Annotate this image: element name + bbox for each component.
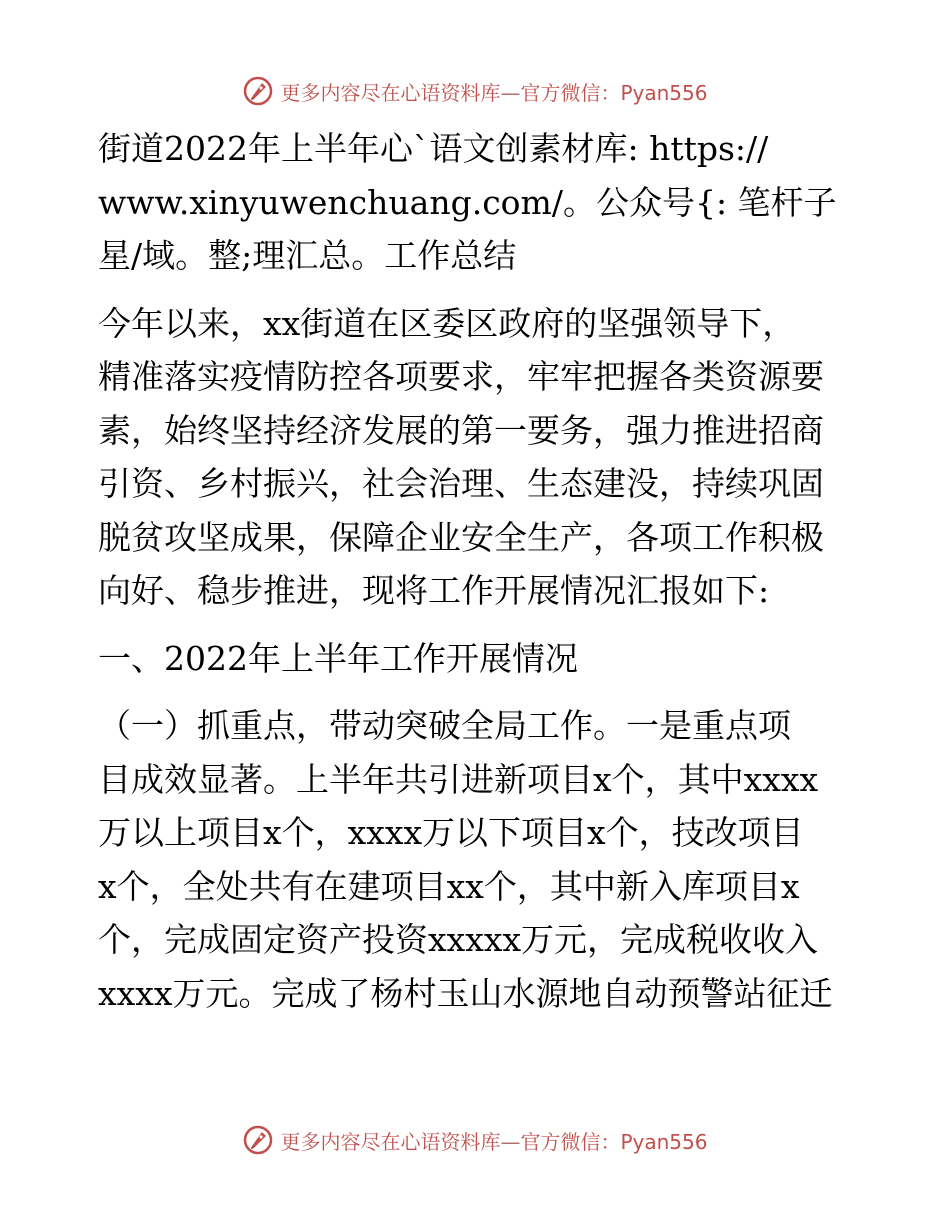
banner-main-text: 更多内容尽在心语资料库 [280,80,501,105]
intro-line: 素，始终坚持经济发展的第一要务，强力推进招商 [98,410,824,450]
banner-main-text: 更多内容尽在心语资料库 [280,1129,501,1154]
section1-line: x个，全处共有在建项目xx个，其中新入库项目x [98,866,800,906]
intro-line: 脱贫攻坚成果，保障企业安全生产，各项工作积极 [98,517,824,557]
section1-line: （一）抓重点，带动突破全局工作。一是重点项 [98,706,791,745]
banner-suffix-text: 官方微信：Pyan556 [520,80,708,105]
intro-line: 引资、乡村振兴，社会治理、生态建没，持续巩固 [98,464,824,503]
banner-separator: — [500,80,521,105]
heading-line: 一、2022年上半年工作开展情况 [98,638,578,678]
title-line: 街道2022年上半年心`语文创素材库: https:// [98,129,769,168]
pen-nib-logo-icon [242,1124,274,1156]
document-body [98,122,858,1020]
title-line: 星/域。整;理汇总。工作总结 [98,236,517,275]
intro-line: 今年以来，xx街道在区委区政府的坚强领导下， [98,303,796,343]
banner-text [280,77,707,106]
banner-separator: — [500,1129,521,1154]
section1-paragraph [98,699,858,1020]
intro-line: 向好、稳步推进，现将工作开展情况汇报如下: [98,571,770,610]
header-banner [0,71,950,111]
intro-line: 精准落实疫情防控各项要求，牢牢把握各类资源要 [98,357,824,396]
section1-line: 个，完成固定资产投资xxxxx万元，完成税收收入 [98,920,819,959]
section-heading [98,632,858,686]
section1-line: 目成效显著。上半年共引进新项目x个，其中xxxx [98,759,819,799]
banner-suffix-text: 官方微信：Pyan556 [520,1129,708,1154]
title-line: www.xinyuwenchuang.com/。公众号{: 笔杆子 [98,182,837,222]
pen-nib-logo-icon [242,75,274,107]
section1-line: xxxx万元。完成了杨村玉山水源地自动预警站征迁 [98,973,833,1013]
section1-line: 万以上项目x个，xxxx万以下项目x个，技改项目 [98,813,804,852]
intro-paragraph [98,297,858,618]
footer-banner [0,1120,950,1160]
banner-text [280,1126,707,1155]
document-title [98,122,858,283]
